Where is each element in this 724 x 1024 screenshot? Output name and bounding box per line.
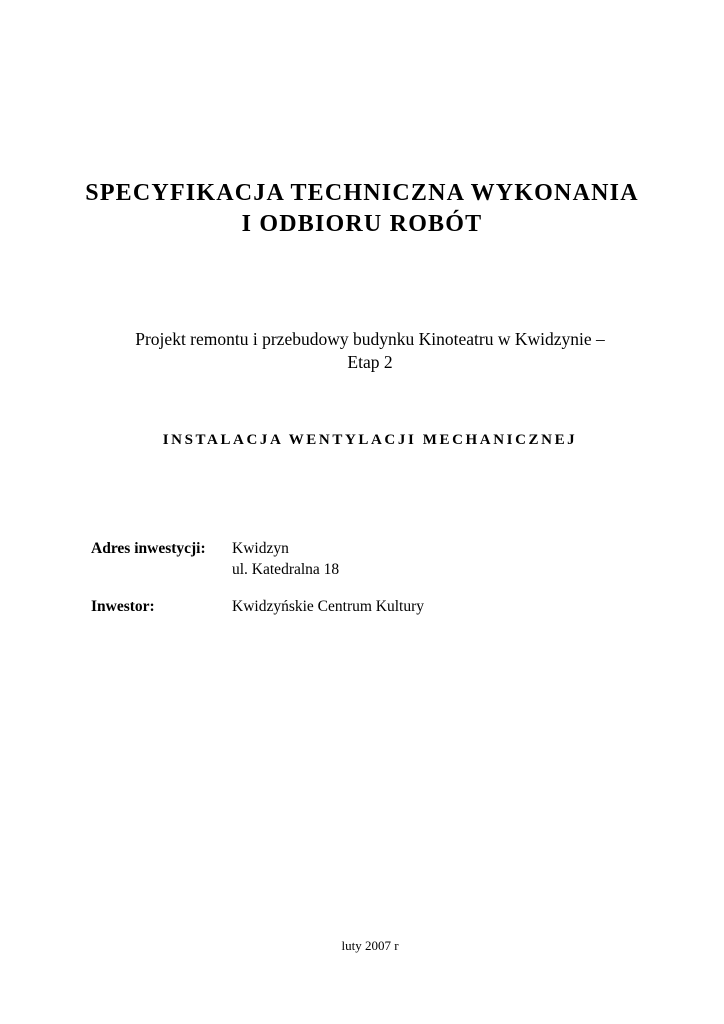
document-date: luty 2007 r <box>341 938 399 953</box>
address-city: Kwidzyn <box>232 540 289 557</box>
document-title-line-2: I ODBIORU ROBÓT <box>241 211 483 237</box>
investor-value: Kwidzyńskie Centrum Kultury <box>232 598 425 615</box>
address-label: Adres inwestycji: <box>91 540 206 557</box>
investor-label: Inwestor: <box>91 598 155 615</box>
section-heading: INSTALACJA WENTYLACJI MECHANICZNEJ <box>162 432 578 448</box>
project-description-line-1: Projekt remontu i przebudowy budynku Kinoteatru w Kwidzynie – <box>135 329 605 349</box>
document-title-line-1: SPECYFIKACJA TECHNICZNA WYKONANIA <box>85 180 639 206</box>
project-description-line-2: Etap 2 <box>347 352 393 372</box>
address-street: ul. Katedralna 18 <box>232 561 340 578</box>
